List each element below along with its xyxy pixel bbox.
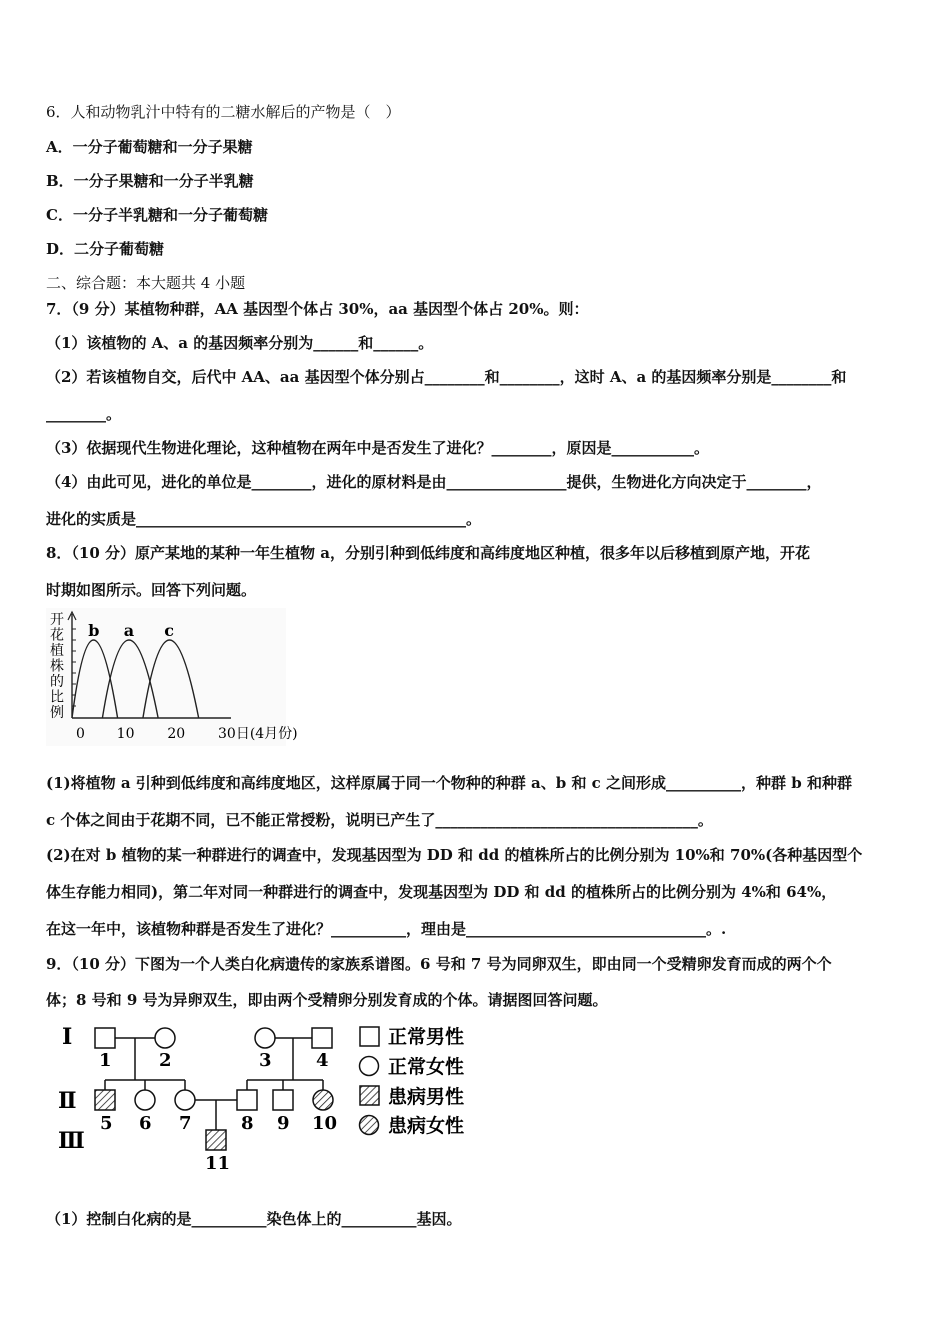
- q9-stem-line1: 9．（10 分）下图为一个人类白化病遗传的家族系谱图。6 号和 7 号为同卵双生，即由同一个受精卵发育而成的两个个: [46, 955, 832, 973]
- q6-option-a: A．一分子葡萄糖和一分子果糖: [46, 138, 253, 156]
- y-label-char: 的: [50, 674, 64, 690]
- chart-ylabel: [50, 612, 64, 721]
- member-label-1: 1: [99, 1050, 112, 1071]
- q7-stem: 7．（9 分）某植物种群，AA 基因型个体占 30%，aa 基因型个体占 20%。则：: [46, 300, 589, 318]
- generation-label-1: Ⅰ: [62, 1024, 73, 1050]
- member-label-3: 3: [259, 1050, 272, 1071]
- member-5-affected-male: [95, 1090, 115, 1110]
- q7-part1: （1）该植物的 A、a 的基因频率分别为______和______。: [46, 334, 434, 352]
- y-label-char: 开: [50, 612, 64, 628]
- q8-stem-line1: 8．（10 分）原产某地的某种一年生植物 a，分别引种到低纬度和高纬度地区种植，很多年以后移植到原产地，开花: [46, 544, 810, 562]
- legend-normal-female: 正常女性: [388, 1056, 465, 1078]
- q6-option-c: C．一分子半乳糖和一分子葡萄糖: [46, 206, 268, 224]
- q9-part1: （1）控制白化病的是__________染色体上的__________基因。: [46, 1210, 462, 1228]
- x-tick-label: 10: [116, 726, 135, 742]
- legend-affected-female-icon: [360, 1116, 379, 1135]
- series-label-c: c: [164, 621, 175, 640]
- generation-label-2: Ⅱ: [58, 1088, 77, 1114]
- x-tick-label: 20: [167, 726, 186, 742]
- generation-label-3: Ⅲ: [58, 1128, 85, 1154]
- member-label-10: 10: [312, 1113, 338, 1134]
- y-label-char: 株: [50, 658, 64, 675]
- legend-affected-male-icon: [360, 1086, 379, 1105]
- member-label-2: 2: [159, 1050, 172, 1071]
- legend-normal-male-icon: [360, 1027, 379, 1046]
- q6-option-b: B．一分子果糖和一分子半乳糖: [46, 172, 254, 190]
- y-label-char: 例: [50, 705, 64, 721]
- q8-part1-line1: (1)将植物 a 引种到低纬度和高纬度地区，这样原属于同一个物种的种群 a、b 和 c 之间形成__________，种群 b 和种群: [46, 774, 852, 792]
- q8-part2-line3: 在这一年中，该植物种群是否发生了进化？__________，理由是________________________________。.: [46, 920, 727, 938]
- q6-stem: 6．人和动物乳汁中特有的二糖水解后的产物是（ ）: [46, 103, 401, 121]
- q9-stem-line2: 体；8 号和 9 号为异卵双生，即由两个受精卵分别发育成的个体。请据图回答问题。: [46, 991, 608, 1009]
- q7-part3: （3）依据现代生物进化理论，这种植物在两年中是否发生了进化？________，原因是___________。: [46, 439, 709, 457]
- member-1-normal-male: [95, 1028, 115, 1048]
- q8-part2-line1: (2)在对 b 植物的某一种群进行的调查中，发现基因型为 DD 和 dd 的植株所占的比例分别为 10%和 70%(各种基因型个: [46, 846, 863, 864]
- member-7-normal-female: [175, 1090, 195, 1110]
- member-11-affected-male: [206, 1130, 226, 1150]
- member-4-normal-male: [312, 1028, 332, 1048]
- y-label-char: 比: [50, 689, 64, 706]
- member-label-4: 4: [316, 1050, 329, 1071]
- member-2-normal-female: [155, 1028, 175, 1048]
- member-10-affected-female: [313, 1090, 333, 1110]
- section-title: 二、综合题：本大题共 4 小题: [46, 274, 246, 292]
- legend-normal-female-icon: [360, 1057, 379, 1076]
- series-label-a: a: [123, 621, 135, 640]
- flowering-chart: [46, 608, 298, 746]
- q6-option-d: D．二分子葡萄糖: [46, 240, 165, 258]
- q8-stem-line2: 时期如图所示。回答下列问题。: [46, 581, 257, 599]
- q8-part1-line2: c 个体之间由于花期不同，已不能正常授粉，说明已产生了___________________________________。: [46, 811, 713, 829]
- y-label-char: 花: [50, 627, 64, 644]
- pedigree-chart: [46, 1020, 476, 1178]
- member-label-9: 9: [277, 1113, 290, 1134]
- x-tick-label: 30日(4月份): [218, 726, 298, 742]
- series-label-b: b: [88, 621, 100, 640]
- member-8-normal-male: [237, 1090, 257, 1110]
- member-label-8: 8: [241, 1113, 254, 1134]
- member-label-6: 6: [139, 1113, 152, 1134]
- q7-part4-line2: 进化的实质是____________________________________________。: [46, 510, 482, 528]
- q7-part4-line1: （4）由此可见，进化的单位是________，进化的原材料是由________________提供，生物进化方向决定于________，: [46, 473, 822, 491]
- y-label-char: 植: [50, 643, 64, 659]
- member-label-11: 11: [205, 1153, 231, 1174]
- q8-part2-line2: 体生存能力相同)，第二年对同一种群进行的调查中，发现基因型为 DD 和 dd 的植株所占的比例分别为 4%和 64%，: [46, 883, 837, 901]
- x-tick-label: 0: [76, 726, 85, 742]
- q7-part2-line2: ________。: [46, 405, 122, 423]
- member-label-5: 5: [100, 1113, 113, 1134]
- member-label-7: 7: [179, 1113, 192, 1134]
- legend-normal-male: 正常男性: [388, 1026, 465, 1048]
- member-9-normal-male: [273, 1090, 293, 1110]
- member-6-normal-female: [135, 1090, 155, 1110]
- q7-part2-line1: （2）若该植物自交，后代中 AA、aa 基因型个体分别占________和________，这时 A、a 的基因频率分别是________和: [46, 368, 847, 386]
- legend-affected-male: 患病男性: [388, 1086, 465, 1108]
- legend-affected-female: 患病女性: [388, 1115, 465, 1137]
- member-3-normal-female: [255, 1028, 275, 1048]
